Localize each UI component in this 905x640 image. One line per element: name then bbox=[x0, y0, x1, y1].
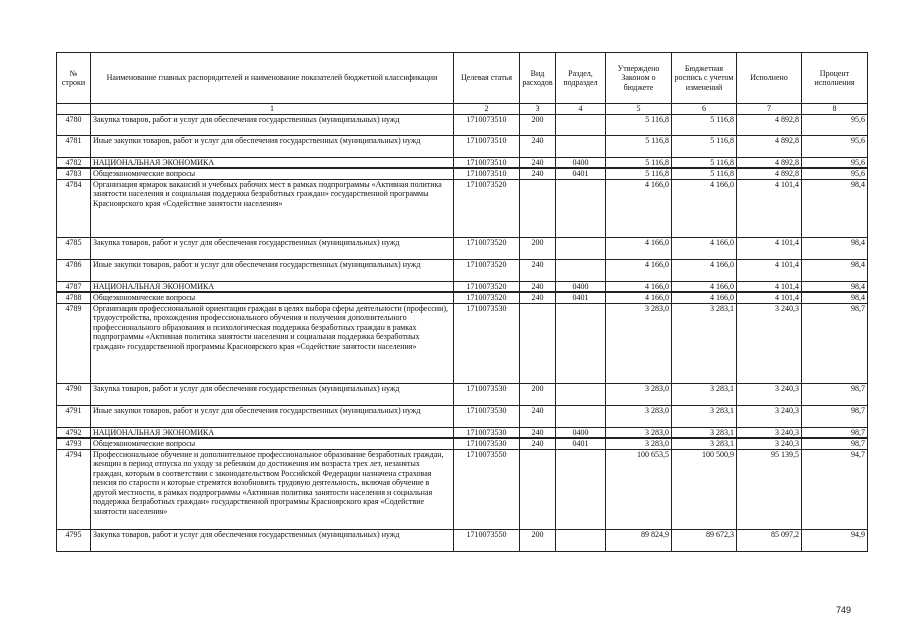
row-approved: 3 283,0 bbox=[606, 427, 672, 438]
row-percent: 98,7 bbox=[802, 383, 868, 405]
row-target-article: 1710073530 bbox=[454, 405, 520, 427]
row-number: 4781 bbox=[57, 135, 91, 157]
header-expense-type: Вид расходов bbox=[520, 53, 556, 104]
row-schedule: 3 283,1 bbox=[672, 427, 737, 438]
row-target-article: 1710073530 bbox=[454, 383, 520, 405]
row-expense-type bbox=[520, 449, 556, 529]
row-executed: 4 101,4 bbox=[737, 292, 802, 303]
row-number: 4780 bbox=[57, 114, 91, 135]
row-number: 4786 bbox=[57, 259, 91, 281]
row-number: 4789 bbox=[57, 303, 91, 383]
table-row bbox=[57, 449, 868, 529]
row-target-article: 1710073520 bbox=[454, 292, 520, 303]
header-percent: Процент исполнения bbox=[802, 53, 868, 104]
row-section: 0400 bbox=[556, 157, 606, 168]
column-number: 6 bbox=[672, 104, 737, 115]
row-section: 0401 bbox=[556, 438, 606, 449]
column-number: 2 bbox=[454, 104, 520, 115]
row-section: 0401 bbox=[556, 168, 606, 179]
row-section bbox=[556, 179, 606, 237]
row-percent: 98,7 bbox=[802, 438, 868, 449]
row-section bbox=[556, 114, 606, 135]
row-percent: 98,4 bbox=[802, 259, 868, 281]
row-section bbox=[556, 405, 606, 427]
row-expense-type: 240 bbox=[520, 259, 556, 281]
row-approved: 4 166,0 bbox=[606, 292, 672, 303]
row-approved: 3 283,0 bbox=[606, 405, 672, 427]
table-row bbox=[57, 179, 868, 237]
row-target-article: 1710073510 bbox=[454, 135, 520, 157]
row-executed: 3 240,3 bbox=[737, 383, 802, 405]
row-percent: 98,4 bbox=[802, 281, 868, 292]
row-number: 4782 bbox=[57, 157, 91, 168]
row-section bbox=[556, 135, 606, 157]
row-schedule: 4 166,0 bbox=[672, 259, 737, 281]
row-schedule: 4 166,0 bbox=[672, 237, 737, 259]
row-approved: 5 116,8 bbox=[606, 168, 672, 179]
row-schedule: 3 283,1 bbox=[672, 438, 737, 449]
row-number: 4785 bbox=[57, 237, 91, 259]
row-schedule: 3 283,1 bbox=[672, 303, 737, 383]
row-name: Закупка товаров, работ и услуг для обеспечения государственных (муниципальных) нужд bbox=[91, 383, 454, 405]
row-approved: 3 283,0 bbox=[606, 303, 672, 383]
row-number: 4788 bbox=[57, 292, 91, 303]
row-name: Профессиональное обучение и дополнительное профессиональное образование безработных граждан, женщин в период отпуска по уходу за ребенком до достижения им возраста трех лет, незанятых граждан, которым в соответствии с законодательством Российской Федерации назначена страховая пенсия по старости и которые стремятся возобновить трудовую деятельность, включая обучение в другой местности, в рамках подпрограммы «Активная политика занятости населения и социальная поддержка безработных граждан» государственной программы Красноярского края «Содействие занятости населения» bbox=[91, 449, 454, 529]
row-schedule: 5 116,8 bbox=[672, 135, 737, 157]
budget-table bbox=[56, 52, 868, 552]
column-number-row bbox=[57, 104, 868, 115]
row-approved: 5 116,8 bbox=[606, 157, 672, 168]
row-expense-type: 200 bbox=[520, 383, 556, 405]
row-target-article: 1710073510 bbox=[454, 168, 520, 179]
row-name: Иные закупки товаров, работ и услуг для обеспечения государственных (муниципальных) нужд bbox=[91, 135, 454, 157]
row-executed: 85 097,2 bbox=[737, 529, 802, 551]
row-expense-type bbox=[520, 179, 556, 237]
row-percent: 98,7 bbox=[802, 405, 868, 427]
row-name: Организация профессиональной ориентации граждан в целях выбора сферы деятельности (профессии), трудоустройства, прохождения профессионального обучения и получения дополнительного профессионального образования и психологическая поддержка безработных граждан в рамках подпрограммы «Активная политика занятости населения и социальная поддержка безработных граждан» государственной программы Красноярского края «Содействие занятости населения» bbox=[91, 303, 454, 383]
row-schedule: 100 500,9 bbox=[672, 449, 737, 529]
row-name: Общеэкономические вопросы bbox=[91, 438, 454, 449]
table-row bbox=[57, 259, 868, 281]
row-name: Закупка товаров, работ и услуг для обеспечения государственных (муниципальных) нужд bbox=[91, 114, 454, 135]
header-schedule: Бюджетная роспись с учетом изменений bbox=[672, 53, 737, 104]
row-executed: 4 101,4 bbox=[737, 259, 802, 281]
table-row bbox=[57, 383, 868, 405]
row-approved: 5 116,8 bbox=[606, 135, 672, 157]
row-name: Общеэкономические вопросы bbox=[91, 168, 454, 179]
row-approved: 5 116,8 bbox=[606, 114, 672, 135]
row-approved: 89 824,9 bbox=[606, 529, 672, 551]
row-executed: 3 240,3 bbox=[737, 427, 802, 438]
row-schedule: 5 116,8 bbox=[672, 168, 737, 179]
row-target-article: 1710073520 bbox=[454, 281, 520, 292]
header-approved: Утверждено Законом о бюджете bbox=[606, 53, 672, 104]
row-number: 4783 bbox=[57, 168, 91, 179]
row-executed: 3 240,3 bbox=[737, 438, 802, 449]
row-executed: 4 892,8 bbox=[737, 168, 802, 179]
table-row bbox=[57, 168, 868, 179]
row-executed: 95 139,5 bbox=[737, 449, 802, 529]
column-number: 3 bbox=[520, 104, 556, 115]
row-schedule: 3 283,1 bbox=[672, 383, 737, 405]
row-section: 0400 bbox=[556, 427, 606, 438]
row-percent: 95,6 bbox=[802, 114, 868, 135]
column-number: 5 bbox=[606, 104, 672, 115]
row-number: 4790 bbox=[57, 383, 91, 405]
row-section bbox=[556, 237, 606, 259]
row-schedule: 3 283,1 bbox=[672, 405, 737, 427]
row-name: Иные закупки товаров, работ и услуг для обеспечения государственных (муниципальных) нужд bbox=[91, 405, 454, 427]
row-number: 4784 bbox=[57, 179, 91, 237]
table-row bbox=[57, 405, 868, 427]
header-target-article: Целевая статья bbox=[454, 53, 520, 104]
row-schedule: 5 116,8 bbox=[672, 114, 737, 135]
table-row bbox=[57, 157, 868, 168]
header-row-number: № строки bbox=[57, 53, 91, 104]
row-percent: 98,7 bbox=[802, 427, 868, 438]
column-number: 1 bbox=[91, 104, 454, 115]
row-executed: 4 101,4 bbox=[737, 179, 802, 237]
row-percent: 94,9 bbox=[802, 529, 868, 551]
row-approved: 100 653,5 bbox=[606, 449, 672, 529]
row-target-article: 1710073520 bbox=[454, 259, 520, 281]
row-percent: 98,7 bbox=[802, 303, 868, 383]
row-number: 4795 bbox=[57, 529, 91, 551]
row-schedule: 5 116,8 bbox=[672, 157, 737, 168]
row-section bbox=[556, 259, 606, 281]
row-name: НАЦИОНАЛЬНАЯ ЭКОНОМИКА bbox=[91, 427, 454, 438]
row-percent: 98,4 bbox=[802, 292, 868, 303]
row-executed: 4 892,8 bbox=[737, 135, 802, 157]
row-number: 4787 bbox=[57, 281, 91, 292]
row-schedule: 4 166,0 bbox=[672, 281, 737, 292]
row-expense-type: 240 bbox=[520, 292, 556, 303]
table-row bbox=[57, 281, 868, 292]
row-target-article: 1710073550 bbox=[454, 449, 520, 529]
column-number: 7 bbox=[737, 104, 802, 115]
table-row bbox=[57, 292, 868, 303]
row-section: 0400 bbox=[556, 281, 606, 292]
row-expense-type: 240 bbox=[520, 281, 556, 292]
row-name: НАЦИОНАЛЬНАЯ ЭКОНОМИКА bbox=[91, 157, 454, 168]
row-approved: 4 166,0 bbox=[606, 237, 672, 259]
row-approved: 3 283,0 bbox=[606, 438, 672, 449]
row-target-article: 1710073510 bbox=[454, 114, 520, 135]
row-expense-type: 200 bbox=[520, 114, 556, 135]
row-schedule: 4 166,0 bbox=[672, 292, 737, 303]
row-number: 4793 bbox=[57, 438, 91, 449]
row-expense-type: 240 bbox=[520, 438, 556, 449]
row-name: Иные закупки товаров, работ и услуг для обеспечения государственных (муниципальных) нужд bbox=[91, 259, 454, 281]
row-section bbox=[556, 383, 606, 405]
row-percent: 95,6 bbox=[802, 168, 868, 179]
row-target-article: 1710073550 bbox=[454, 529, 520, 551]
row-target-article: 1710073530 bbox=[454, 427, 520, 438]
column-number: 4 bbox=[556, 104, 606, 115]
row-target-article: 1710073530 bbox=[454, 438, 520, 449]
row-percent: 95,6 bbox=[802, 157, 868, 168]
header-section: Раздел, подраздел bbox=[556, 53, 606, 104]
row-name: Закупка товаров, работ и услуг для обеспечения государственных (муниципальных) нужд bbox=[91, 529, 454, 551]
row-expense-type: 240 bbox=[520, 135, 556, 157]
table-body bbox=[57, 114, 868, 551]
row-target-article: 1710073520 bbox=[454, 237, 520, 259]
row-expense-type: 240 bbox=[520, 157, 556, 168]
table-row bbox=[57, 114, 868, 135]
row-expense-type: 240 bbox=[520, 405, 556, 427]
column-number bbox=[57, 104, 91, 115]
row-section: 0401 bbox=[556, 292, 606, 303]
row-name: Закупка товаров, работ и услуг для обеспечения государственных (муниципальных) нужд bbox=[91, 237, 454, 259]
row-executed: 4 101,4 bbox=[737, 281, 802, 292]
row-section bbox=[556, 529, 606, 551]
column-number: 8 bbox=[802, 104, 868, 115]
row-executed: 4 892,8 bbox=[737, 157, 802, 168]
row-schedule: 89 672,3 bbox=[672, 529, 737, 551]
row-name: Общеэкономические вопросы bbox=[91, 292, 454, 303]
row-name: НАЦИОНАЛЬНАЯ ЭКОНОМИКА bbox=[91, 281, 454, 292]
row-expense-type: 240 bbox=[520, 427, 556, 438]
row-target-article: 1710073520 bbox=[454, 179, 520, 237]
table-row bbox=[57, 529, 868, 551]
row-executed: 3 240,3 bbox=[737, 303, 802, 383]
row-percent: 98,4 bbox=[802, 179, 868, 237]
row-approved: 4 166,0 bbox=[606, 259, 672, 281]
table-row bbox=[57, 427, 868, 438]
row-approved: 4 166,0 bbox=[606, 179, 672, 237]
header-name: Наименование главных распорядителей и наименование показателей бюджетной классификации bbox=[91, 53, 454, 104]
row-number: 4791 bbox=[57, 405, 91, 427]
table-row bbox=[57, 135, 868, 157]
row-approved: 4 166,0 bbox=[606, 281, 672, 292]
row-executed: 4 892,8 bbox=[737, 114, 802, 135]
row-section bbox=[556, 449, 606, 529]
row-name: Организация ярмарок вакансий и учебных рабочих мест в рамках подпрограммы «Активная политика занятости населения и социальная поддержка безработных граждан» государственной программы Красноярского края «Содействие занятости населения» bbox=[91, 179, 454, 237]
row-expense-type: 240 bbox=[520, 168, 556, 179]
row-expense-type: 200 bbox=[520, 529, 556, 551]
table-row bbox=[57, 237, 868, 259]
row-executed: 3 240,3 bbox=[737, 405, 802, 427]
row-approved: 3 283,0 bbox=[606, 383, 672, 405]
row-expense-type bbox=[520, 303, 556, 383]
table-row bbox=[57, 438, 868, 449]
row-target-article: 1710073530 bbox=[454, 303, 520, 383]
row-target-article: 1710073510 bbox=[454, 157, 520, 168]
row-expense-type: 200 bbox=[520, 237, 556, 259]
row-percent: 94,7 bbox=[802, 449, 868, 529]
page-number: 749 bbox=[836, 605, 852, 615]
row-section bbox=[556, 303, 606, 383]
row-number: 4794 bbox=[57, 449, 91, 529]
header-executed: Исполнено bbox=[737, 53, 802, 104]
row-percent: 95,6 bbox=[802, 135, 868, 157]
header-row bbox=[57, 53, 868, 104]
row-executed: 4 101,4 bbox=[737, 237, 802, 259]
row-number: 4792 bbox=[57, 427, 91, 438]
row-percent: 98,4 bbox=[802, 237, 868, 259]
table-row bbox=[57, 303, 868, 383]
row-schedule: 4 166,0 bbox=[672, 179, 737, 237]
